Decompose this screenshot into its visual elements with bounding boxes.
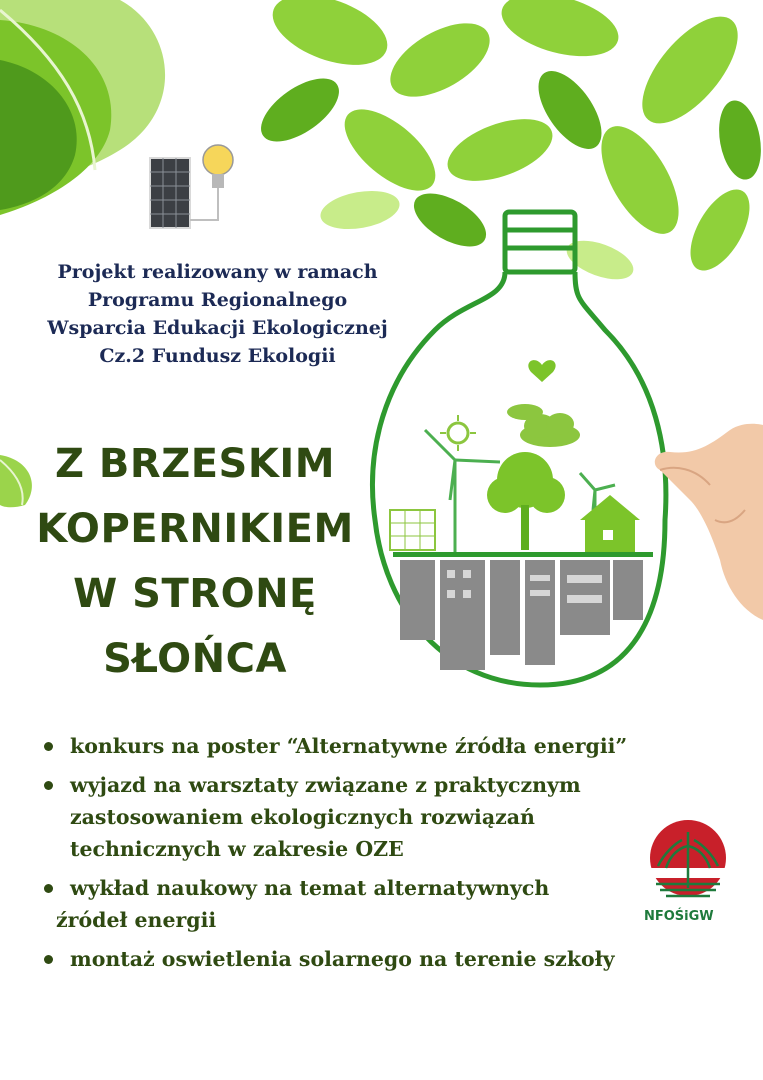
headline <box>30 432 360 692</box>
hand-icon <box>640 410 763 630</box>
activities-list <box>40 730 740 982</box>
intro-line: Projekt realizowany w ramach <box>57 261 378 283</box>
bullet-icon <box>44 955 53 964</box>
solar-panel-bulb-icon <box>148 140 243 235</box>
headline-line: W STRONĘ <box>73 571 317 617</box>
headline-line: KOPERNIKIEM <box>36 506 354 552</box>
list-item <box>40 943 740 975</box>
list-item-text: montaż oswietlenia solarnego na terenie szkoły <box>70 947 615 971</box>
intro-line: Programu Regionalnego <box>87 289 348 311</box>
bullet-icon <box>44 742 53 751</box>
list-item <box>40 730 740 762</box>
list-item-text: zastosowaniem ekologicznych rozwiązań <box>70 805 535 829</box>
nfosigw-logo-text: NFOŚiGW <box>644 909 714 924</box>
list-item-text: technicznych w zakresie OZE <box>70 837 404 861</box>
list-item-text: źródeł energii <box>56 908 217 932</box>
list-item-text: wykład naukowy na temat alternatywnych <box>70 876 550 900</box>
intro-line: Wsparcia Edukacji Ekologicznej <box>47 317 388 339</box>
headline-line: Z BRZESKIM <box>54 441 336 487</box>
bullet-icon <box>44 884 53 893</box>
list-item-text: konkurs na poster “Alternatywne źródła energii” <box>70 734 628 758</box>
eco-lightbulb-illustration <box>355 190 675 700</box>
intro-line: Cz.2 Fundusz Ekologii <box>99 345 336 367</box>
nfosigw-logo-icon <box>648 818 728 910</box>
list-item-text: wyjazd na warsztaty związane z praktycznym <box>70 773 581 797</box>
bullet-icon <box>44 781 53 790</box>
list-item <box>40 769 740 865</box>
headline-line: SŁOŃCA <box>103 636 287 682</box>
list-item <box>40 872 740 936</box>
